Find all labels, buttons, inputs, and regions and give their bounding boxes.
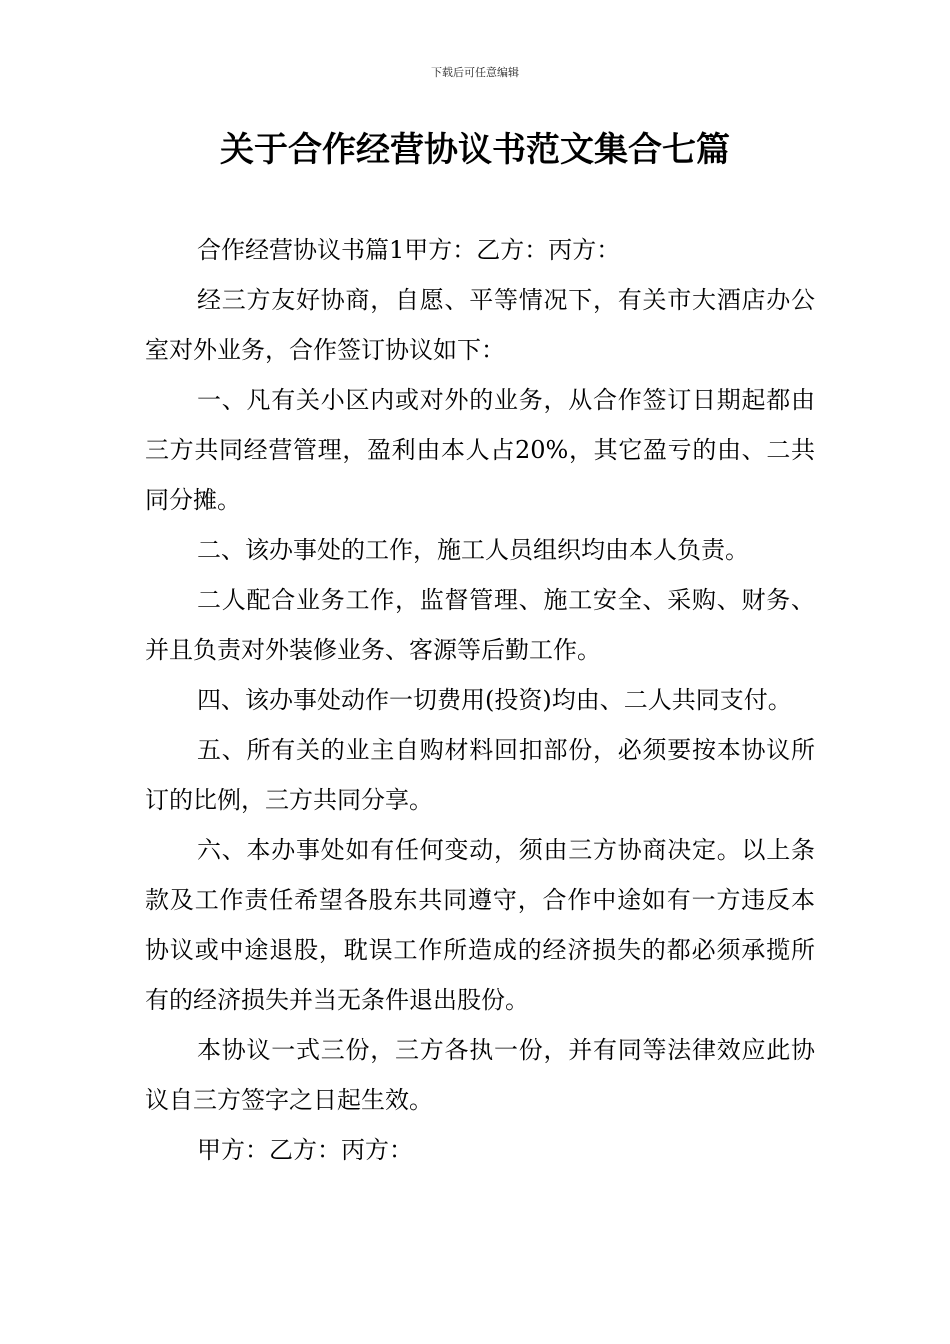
paragraph: 四、该办事处动作一切费用(投资)均由、二人共同支付。 [197, 686, 792, 714]
paragraph: 经三方友好协商，自愿、平等情况下，有关市大酒店办公室对外业务，合作签订协议如下： [145, 286, 815, 364]
paragraph: 一、凡有关小区内或对外的业务，从合作签订日期起都由三方共同经营管理，盈利由本人占20%，其它盈亏的由、二共同分摊。 [145, 386, 815, 514]
paragraph: 合作经营协议书篇1甲方：乙方：丙方： [197, 236, 621, 264]
paragraph: 二人配合业务工作，监督管理、施工安全、采购、财务、并且负责对外装修业务、客源等后勤工作。 [145, 586, 815, 664]
header-note: 下载后可任意编辑 [431, 66, 519, 79]
paragraph: 甲方：乙方：丙方： [197, 1136, 413, 1164]
paragraph: 二、该办事处的工作，施工人员组织均由本人负责。 [197, 536, 749, 564]
document-body [145, 225, 815, 1175]
paragraph: 本协议一式三份，三方各执一份，并有同等法律效应此协议自三方签字之日起生效。 [145, 1036, 815, 1114]
paragraph: 五、所有关的业主自购材料回扣部份，必须要按本协议所订的比例，三方共同分享。 [145, 736, 815, 814]
document-title: 关于合作经营协议书范文集合七篇 [220, 130, 730, 170]
paragraph: 六、本办事处如有任何变动，须由三方协商决定。以上条款及工作责任希望各股东共同遵守，合作中途如有一方违反本协议或中途退股，耽误工作所造成的经济损失的都必须承揽所有的经济损失并当无条件退出股份。 [145, 836, 815, 1014]
